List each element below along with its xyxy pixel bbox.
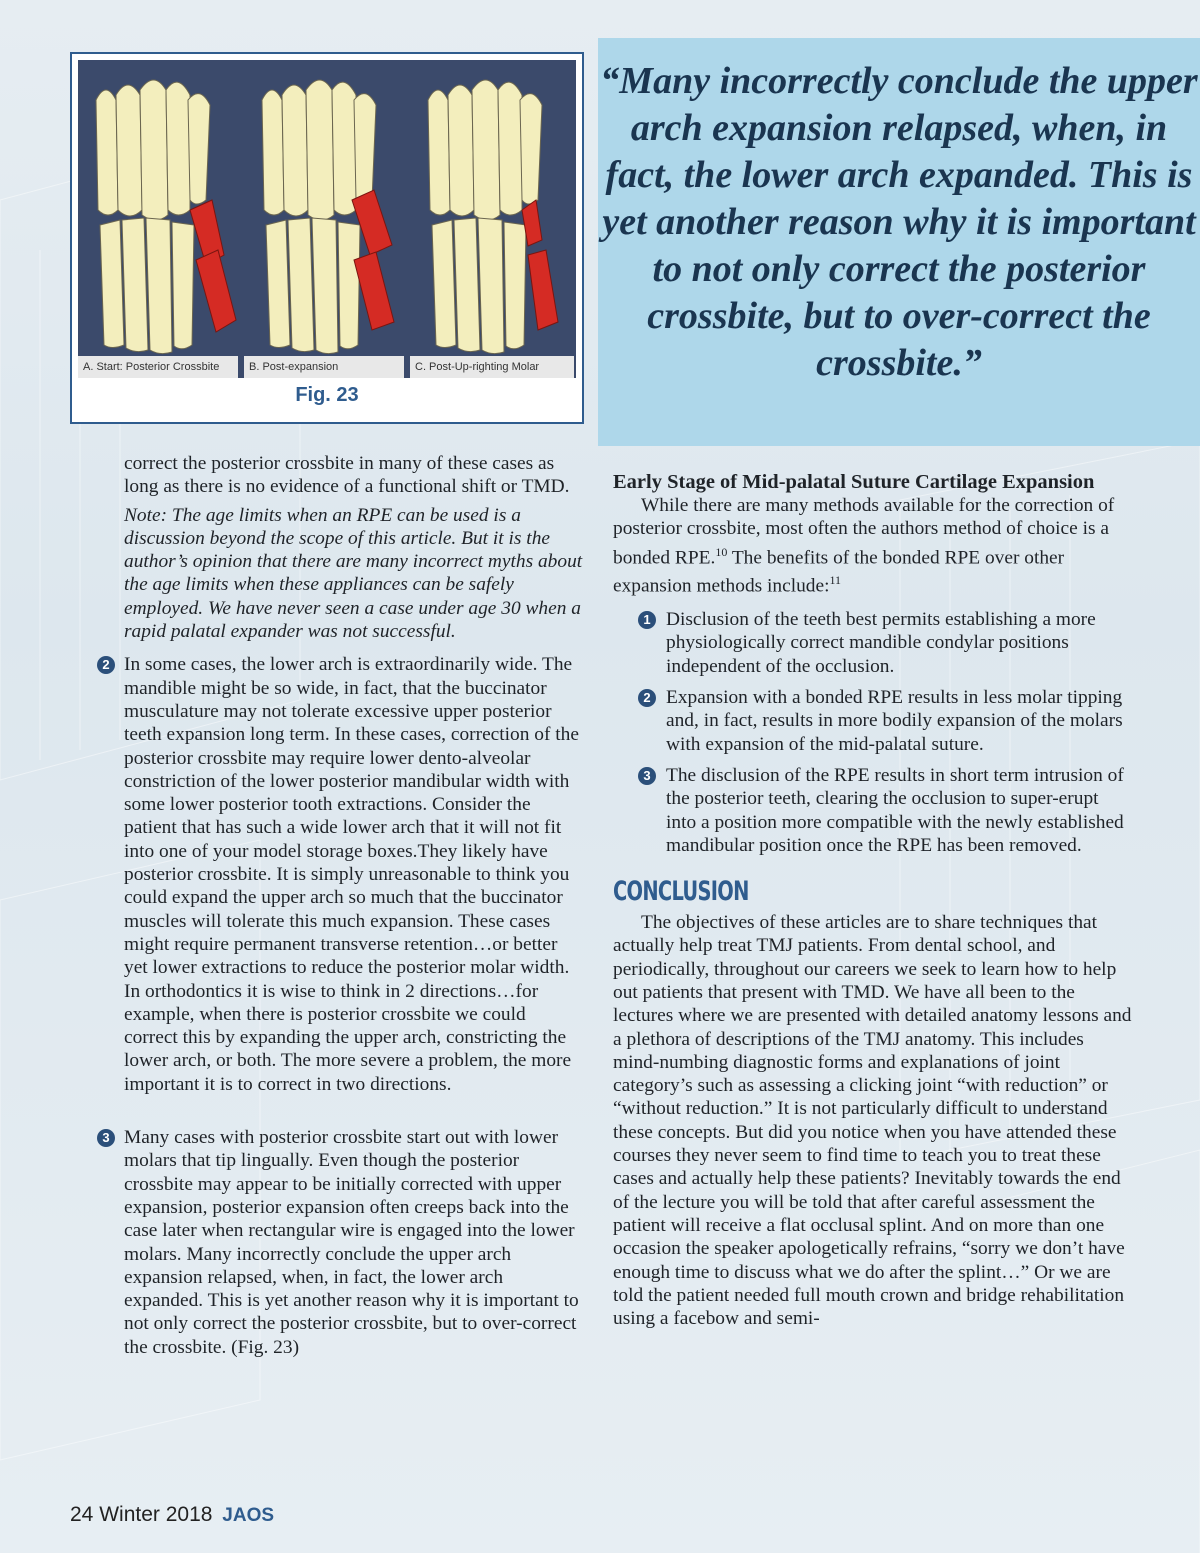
section-subheading: Early Stage of Mid-palatal Suture Cartilage Expansion [613,471,1095,493]
number-bullet-1: 1 [638,611,656,629]
teeth-illustration-b [244,60,406,356]
list-item-3 [102,1126,584,1359]
benefit-item-1-text: Disclusion of the teeth best permits establishing a more physiologically correct mandible condylar positions independent of the occlusion. [666,609,1096,677]
figure-23 [70,52,584,424]
benefit-item-2 [613,686,1133,756]
page-footer [70,1503,274,1527]
right-column [613,470,1133,1330]
reference-10: 10 [715,544,728,559]
teeth-illustration-c [410,60,576,356]
left-column [102,452,584,1359]
intro-text-2: The benefits of the bonded RPE over other expansion methods include: [613,547,1065,597]
panel-b [244,60,406,378]
list-item-2-text: In some cases, the lower arch is extraordinarily wide. The mandible might be so wide, in fact, that the buccinator musculature may not tolerate excessive upper posterior teeth expansion long term. In these cases, correction of the posterior crossbite may require lower dento-alveolar constriction of the lower posterior mandibular width with some lower posterior tooth extractions. Consider the patient that has such a wide lower arch that it will not fit into one of your model storage boxes.They likely have posterior crossbite. It is simply unreasonable to think you could expand the upper arch so much that the buccinator muscles will tolerate this much expansion. These cases might require permanent transverse retention…or better yet lower extractions to reduce the posterior molar width. In orthodontics it is wise to think in 2 directions…for example, when there is posterior crossbite we could correct this by expanding the upper arch, constricting the lower arch, or both. The more severe a problem, the more important it is to correct in two directions. [124,654,579,1095]
list-item-3-text: Many cases with posterior crossbite start out with lower molars that tip lingually. Even though the posterior crossbite may appear to be initially corrected with upper expansion, posterior expansion often creeps back into the case later when rectangular wire is engaged into the lower molars. Many incorrectly conclude the upper arch expansion relapsed, when, in fact, the lower arch expanded. This is yet another reason why it is important to not only correct the posterior crossbite, but to over-correct the crossbite. (Fig. 23) [124,1127,579,1358]
teeth-illustration-a [78,60,240,356]
list-item-2 [102,653,584,1096]
pull-quote-text: “Many incorrectly conclude the upper arch expansion relapsed, when, in fact, the lower arch expanded. This is yet another reason why it is important to not only correct the posterior crossbite, but to over-correct the crossbite.” [600,60,1198,384]
number-bullet-2: 2 [638,689,656,707]
benefits-list [613,608,1133,857]
benefit-item-3 [613,764,1133,857]
number-bullet-2: 2 [97,656,115,674]
benefit-item-1 [613,608,1133,678]
panel-c [410,60,576,378]
page-number: 24 [70,1503,94,1526]
intro-paragraph [613,494,1133,598]
panel-label-b: B. Post-expansion [244,356,406,378]
benefit-item-3-text: The disclusion of the RPE results in short term intrusion of the posterior teeth, clearing the occlusion to super-erupt into a position more compatible with the newly established mandibular position once the RPE has been removed. [666,764,1124,856]
dental-crossbite-illustration [78,60,576,378]
intro-text: While there are many methods available for the correction of posterior crossbite, most often the authors method of choice is a bonded RPE. [613,495,1115,569]
conclusion-paragraph: The objectives of these articles are to share techniques that actually help treat TMJ patients. From dental school, and periodically, throughout our careers we seek to learn how to help out patients that present with TMD. We have all been to the lectures where we are presented with detailed anatomy lessons and a plethora of descriptions of the TMJ anatomy. This includes mind-numbing diagnostic forms and explanations of joint category’s such as assessing a clicking joint “with reduction” or “without reduction.” It is not particularly difficult to understand these concepts. But did you notice when you have attended these courses they never seem to find time to teach you to treat these cases and actually help these patients? Inevitably towards the end of the lecture you will be told that after careful assessment the patient will receive a flat occlusal splint. And on more than one occasion the speaker apologetically refrains, “sorry we don’t have enough time to discuss what we do after the splint…” Or we are told the patient needed full mouth crown and bridge rehabilitation using a facebow and semi- [613,912,1132,1330]
panel-a [78,60,240,378]
panel-label-c: C. Post-Up-righting Molar [410,356,576,378]
conclusion-heading: CONCLUSION [613,876,749,908]
note-paragraph: Note: The age limits when an RPE can be used is a discussion beyond the scope of this article. But it is the author’s opinion that there are many incorrect myths about the age limits when these appliances can be safely employed. We have never seen a case under age 30 when a rapid palatal expander was not successful. [124,504,583,643]
issue-date: Winter 2018 [99,1503,213,1526]
benefit-item-2-text: Expansion with a bonded RPE results in less molar tipping and, in fact, results in more bodily expansion of the molars with expansion of the mid-palatal suture. [666,687,1123,755]
left-paragraph-1: correct the posterior crossbite in many of these cases as long as there is no evidence of a functional shift or TMD. [124,453,570,498]
number-bullet-3: 3 [97,1129,115,1147]
pull-quote-box [598,38,1200,446]
journal-name: JAOS [222,1505,275,1526]
panel-label-a: A. Start: Posterior Crossbite [78,356,240,378]
figure-caption: Fig. 23 [295,384,359,406]
number-bullet-3: 3 [638,767,656,785]
reference-11: 11 [829,573,842,588]
